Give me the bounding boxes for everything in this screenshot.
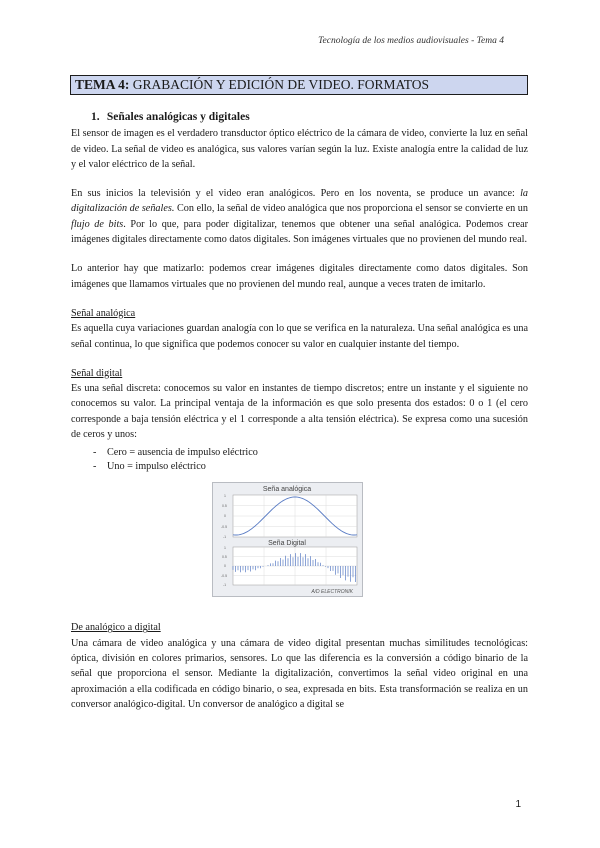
svg-text:0: 0 xyxy=(224,514,226,519)
svg-text:-0.5: -0.5 xyxy=(221,574,228,579)
svg-text:-0.5: -0.5 xyxy=(221,525,228,530)
paragraph-a2d: Una cámara de video analógica y una cámara de video digital presentan muchas similitudes tecnológicas: óptica, división en colores primarios, sensores. Lo que las diferencia es la conversión a código binario de la señal que proporciona el sensor. Mediante la digitalización, convertimos la señal video original en una aproximación a ella codificada en código binario, o sea, expresada en bits. Esta transformación se realiza en un conversor analógico-digital. Un conversor de analógico a digital se xyxy=(71,637,528,710)
text-run: Con ello, la señal de video analógica que nos proporciona el sensor se convierte en un xyxy=(174,203,528,215)
paragraph-virtual-images: Lo anterior hay que matizarlo: podemos crear imágenes digitales directamente como datos digitales. Son imágenes que llamamos virtuales que no provienen del mundo real, aunque a veces traten de imitarlo. xyxy=(71,263,528,290)
a2d-heading: De analógico a digital xyxy=(71,622,161,634)
text-run: En sus inicios la televisión y el video eran analógicos. Pero en los noventa, se produce un avance: xyxy=(71,188,521,200)
paragraph-sensor: El sensor de imagen es el verdadero transductor óptico eléctrico de la cámara de video, convierte la luz en señal de video. La señal de video es analógica, sus valores varían según la luz. Existe analogía entre la calidad de luz y el valor eléctrico de la señal. xyxy=(71,128,528,170)
paragraph-digitalization xyxy=(71,186,528,247)
figure-credit: A/D ELECTRONIK xyxy=(311,589,353,596)
analog-heading: Señal analógica xyxy=(71,307,136,319)
text-run-italic: la digitalización de señales. xyxy=(71,188,528,215)
list-item: - Uno = impulso eléctrico xyxy=(93,461,206,473)
chapter-title-text: GRABACIÓN Y EDICIÓN DE VIDEO. FORMATOS xyxy=(132,77,430,92)
running-header: Tecnología de los medios audiovisuales - Tema 4 xyxy=(318,36,504,46)
svg-text:1: 1 xyxy=(224,494,226,499)
section-heading xyxy=(91,110,528,125)
svg-text:-1: -1 xyxy=(223,535,227,540)
text-run: . Por lo que, para poder digitalizar, tenemos que obtener una señal analógica. Podemos crear imágenes digitales directamente como datos digitales. Son imágenes virtuales que no provienen del mundo real. xyxy=(71,218,529,246)
signal-figure xyxy=(212,482,363,597)
analog-plot-title: Seña analógica xyxy=(262,486,312,494)
binary-list xyxy=(93,446,528,474)
paragraph-digital: Es una señal discreta: conocemos su valor en instantes de tiempo discretos; entre un instante y el siguiente no conocemos su valor. La principal ventaja de la información es que solo presenta dos estados: 0 o 1 (el cero corresponde a baja tensión eléctrica y el 1 corresponde a alta tensión eléctrica). Se expresa como una sucesión de ceros y unos: xyxy=(71,383,528,441)
page-number: 1 xyxy=(515,799,521,810)
svg-text:-1: -1 xyxy=(223,583,227,588)
chapter-label: TEMA 4: xyxy=(75,77,130,92)
svg-text:0: 0 xyxy=(224,564,226,569)
svg-text:0.5: 0.5 xyxy=(222,504,227,509)
list-item-text: Cero = ausencia de impulso eléctrico xyxy=(107,447,258,459)
digital-heading: Señal digital xyxy=(71,367,123,379)
section-heading-text: Señales analógicas y digitales xyxy=(106,111,250,123)
signal-diagram xyxy=(213,483,362,596)
digital-axis xyxy=(221,546,227,587)
svg-text:1: 1 xyxy=(224,546,226,551)
chapter-title xyxy=(70,75,528,95)
document-body xyxy=(71,110,528,726)
svg-text:0.5: 0.5 xyxy=(222,555,227,560)
list-item: - Cero = ausencia de impulso eléctrico xyxy=(93,447,258,459)
paragraph-analog: Es aquella cuya variaciones guardan analogía con lo que se verifica en la naturaleza. Una señal analógica es una señal continua, lo que significa que podemos conocer su valor en cualquier instante del tiempo. xyxy=(71,323,528,350)
list-item-text: Uno = impulso eléctrico xyxy=(107,461,206,473)
figure-container xyxy=(71,474,528,610)
section-number: 1. xyxy=(91,111,100,123)
digital-plot-title: Seña Digital xyxy=(268,540,306,548)
text-run-italic: flujo de bits xyxy=(71,218,124,230)
analog-axis xyxy=(221,494,227,539)
